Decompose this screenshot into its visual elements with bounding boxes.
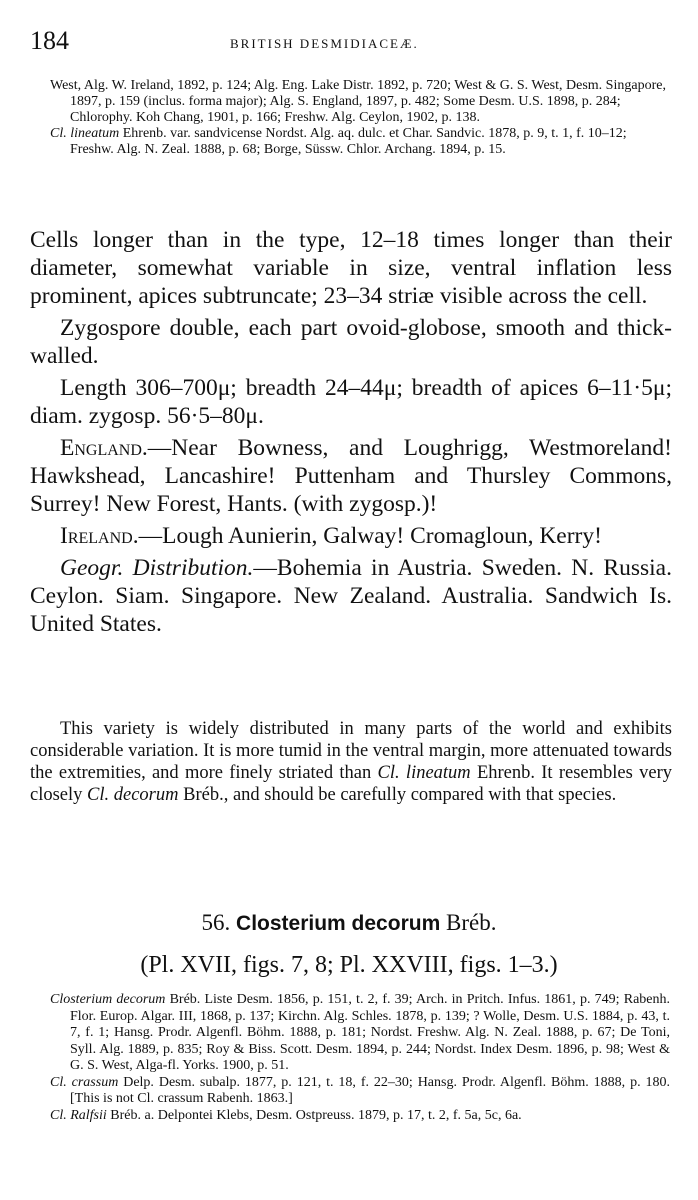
- synonymy-list: [50, 992, 670, 1124]
- variety-note: This variety is widely distributed in many parts of the world and exhibits considerable variation. It is more tumid in the ventral margin, more attenuated towards the extremities, and more finely striated than Cl. lineatum Ehrenb. It resembles very closely Cl. decorum Bréb., and should be carefully compared with that species.: [30, 719, 672, 805]
- top-references: [50, 78, 670, 158]
- species-heading: [0, 910, 698, 936]
- reference-entry: Cl. lineatum Ehrenb. var. sandvicense Nordst. Alg. aq. dulc. et Char. Sandvic. 1878, p. 9, t. 1, f. 10–12; Freshw. Alg. N. Zeal. 1888, p. 68; Borge, Süssw. Chlor. Archang. 1894, p. 15.: [50, 126, 627, 157]
- description-measurements: Length 306–700μ; breadth 24–44μ; breadth of apices 6–11·5μ; diam. zygosp. 56·5–80μ.: [30, 375, 672, 429]
- species-description: [30, 226, 672, 642]
- synonymy-entry: Cl. crassum Delp. Desm. subalp. 1877, p. 121, t. 18, f. 22–30; Hansg. Prodr. Algenfl. Böhm. 1888, p. 180. [This is not Cl. crassum Rabenh. 1863.]: [50, 1074, 670, 1106]
- geographic-distribution: Geogr. Distribution.—Bohemia in Austria. Sweden. N. Russia. Ceylon. Siam. Singapore. New Zealand. Australia. Sandwich Is. United States.: [30, 555, 672, 637]
- reference-entry: West, Alg. W. Ireland, 1892, p. 124; Alg. Eng. Lake Distr. 1892, p. 720; West & G. S. West, Desm. Singapore, 1897, p. 159 (inclus. forma major); Alg. S. England, 1897, p. 482; Some Desm. U.S. 1898, p. 284; Chlorophy. Koh Chang, 1901, p. 166; Freshw. Alg. Ceylon, 1902, p. 138.: [50, 78, 666, 125]
- synonymy-entry: Closterium decorum Bréb. Liste Desm. 1856, p. 151, t. 2, f. 39; Arch. in Pritch. Infus. 1861, p. 749; Rabenh. Flor. Europ. Algar. III, 1868, p. 137; Kirchn. Alg. Schles. 1878, p. 139; ? Wolle, Desm. U.S. 1884, p. 43, t. 7, f. 1; Hansg. Prodr. Algenfl. Böhm. 1888, p. 181; Nordst. Freshw. Alg. N. Zeal. 1888, p. 67; De Toni, Syll. Alg. 1889, p. 835; Roy & Biss. Scott. Desm. 1894, p. 244; Nordst. Index Desm. 1896, p. 98; West & G. S. West, Alga-fl. Yorks. 1900, p. 51.: [50, 992, 670, 1073]
- species-author: Bréb.: [446, 910, 497, 935]
- species-name: Closterium decorum: [236, 912, 441, 935]
- page-number: 184: [30, 26, 69, 55]
- page-header: [30, 26, 672, 56]
- description-zygospore: Zygospore double, each part ovoid-globose, smooth and thick-walled.: [30, 315, 672, 369]
- locality-ireland: Ireland.—Lough Aunierin, Galway! Cromagloun, Kerry!: [60, 523, 602, 549]
- species-number: 56.: [201, 910, 231, 935]
- plate-references: (Pl. XVII, figs. 7, 8; Pl. XXVIII, figs. 1–3.): [140, 952, 558, 978]
- synonymy-entry: Cl. Ralfsii Bréb. a. Delpontei Klebs, Desm. Ostpreuss. 1879, p. 17, t. 2, f. 5a, 5c, 6a.: [50, 1107, 522, 1123]
- running-head: BRITISH DESMIDIACEÆ.: [230, 36, 419, 51]
- locality-england: England.—Near Bowness, and Loughrigg, Westmoreland! Hawkshead, Lancashire! Puttenham and Thursley Commons, Surrey! New Forest, Hants. (with zygosp.)!: [30, 435, 672, 517]
- description-cells: Cells longer than in the type, 12–18 times longer than their diameter, somewhat variable in size, ventral inflation less prominent, apices subtruncate; 23–34 striæ visible across the cell.: [30, 227, 672, 309]
